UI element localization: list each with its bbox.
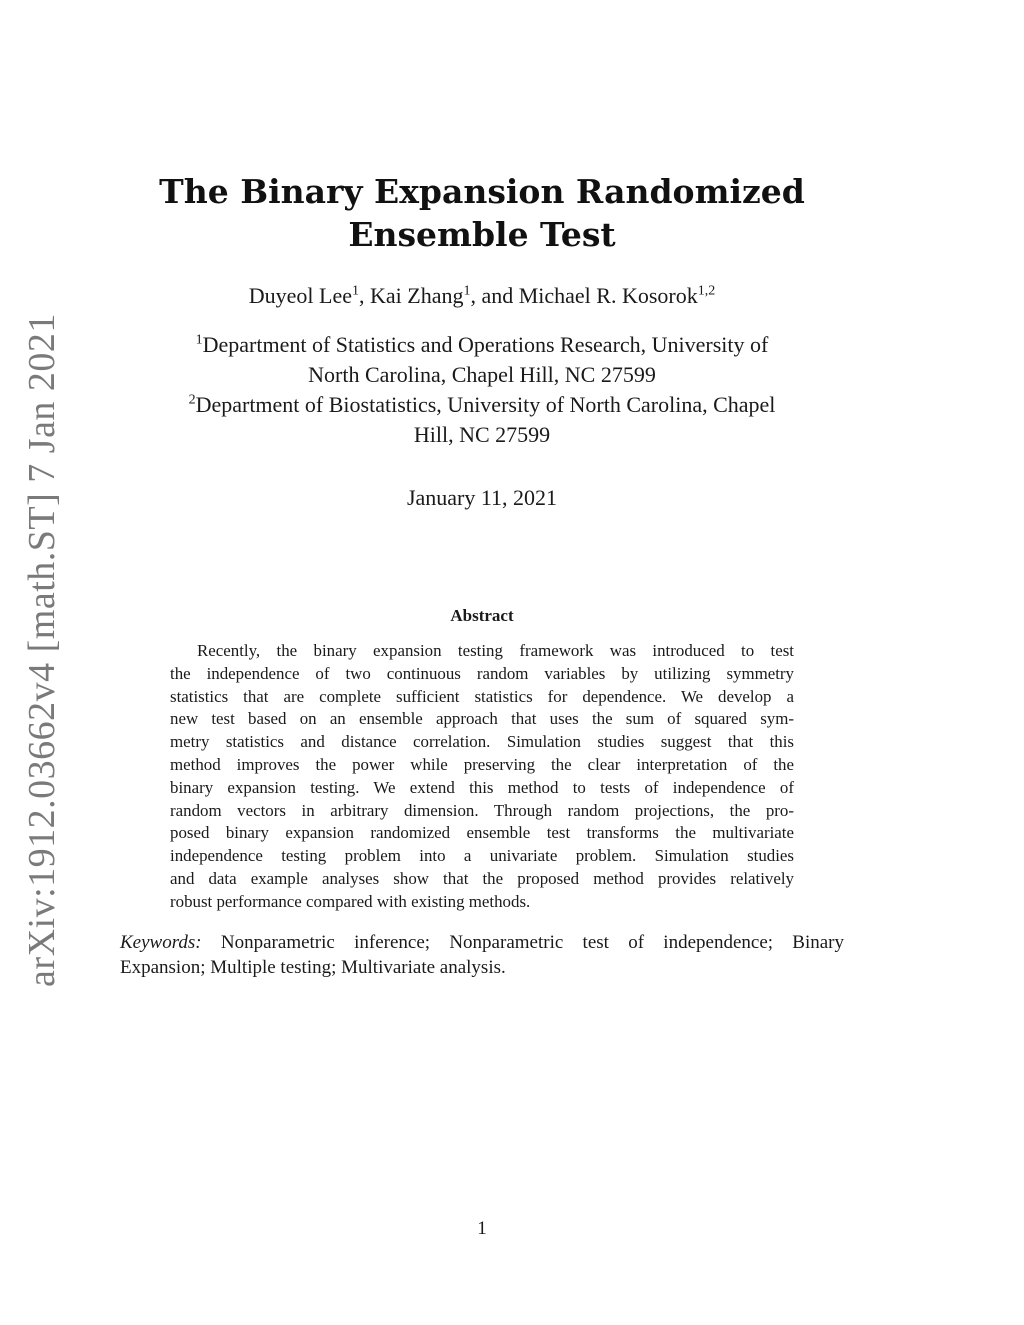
author-affiliation-mark: 1,2 (697, 283, 716, 299)
author-affiliation-mark: 1 (351, 283, 359, 299)
affiliation-text: Department of Biostatistics, University of North Carolina, Chapel (195, 392, 776, 417)
abstract-line: metry statistics and distance correlation. Simulation studies suggest that this (170, 732, 794, 752)
title-line-2: Ensemble Test (348, 215, 616, 254)
affiliation-text: Hill, NC 27599 (413, 422, 551, 447)
author-separator: , and (470, 283, 519, 308)
abstract-line: posed binary expansion randomized ensemble test transforms the multivariate (170, 823, 794, 843)
arxiv-identifier-stamp: arXiv:1912.03662v4 [math.ST] 7 Jan 2021 (21, 313, 63, 987)
affiliation-1 (120, 330, 844, 390)
abstract-line: random vectors in arbitrary dimension. Through random projections, the pro- (170, 800, 794, 820)
keywords-text: Nonparametric inference; Nonparametric test of independence; Binary (220, 932, 845, 953)
affiliation-2 (120, 390, 844, 450)
author-affiliation-mark: 1 (463, 283, 471, 299)
affiliation-mark: 1 (195, 332, 203, 348)
abstract-line: statistics that are complete sufficient statistics for dependence. We develop a (170, 686, 794, 706)
affiliation-text: Department of Statistics and Operations Research, University of (202, 332, 769, 357)
affiliation-mark: 2 (188, 392, 196, 408)
title-line-1: The Binary Expansion Randomized (159, 172, 805, 211)
author-name: Michael R. Kosorok (518, 283, 698, 308)
paper-title (120, 170, 844, 256)
abstract-body (170, 640, 794, 914)
author-list (120, 282, 844, 310)
author-separator: , (358, 283, 370, 308)
page-number: 1 (477, 1218, 487, 1239)
abstract-line: Recently, the binary expansion testing framework was introduced to test (197, 641, 794, 660)
keywords-text: Expansion; Multiple testing; Multivariate analysis. (120, 957, 506, 978)
abstract-line: and data example analyses show that the proposed method provides relatively (170, 868, 794, 888)
keywords-section (120, 930, 844, 980)
abstract-line: independence testing problem into a univariate problem. Simulation studies (170, 846, 794, 866)
abstract-line: new test based on an ensemble approach that uses the sum of squared sym- (170, 709, 794, 729)
abstract-line: method improves the power while preserving the clear interpretation of the (170, 754, 794, 774)
affiliation-text: North Carolina, Chapel Hill, NC 27599 (308, 362, 656, 387)
publication-date: January 11, 2021 (406, 485, 558, 510)
abstract-line: robust performance compared with existing methods. (170, 891, 531, 911)
author-name: Duyeol Lee (248, 283, 352, 308)
abstract-heading: Abstract (450, 606, 514, 625)
abstract-line: binary expansion testing. We extend this method to tests of independence of (170, 777, 794, 797)
author-name: Kai Zhang (369, 283, 464, 308)
keywords-label: Keywords: (120, 932, 202, 953)
abstract-line: the independence of two continuous random variables by utilizing symmetry (170, 663, 794, 683)
